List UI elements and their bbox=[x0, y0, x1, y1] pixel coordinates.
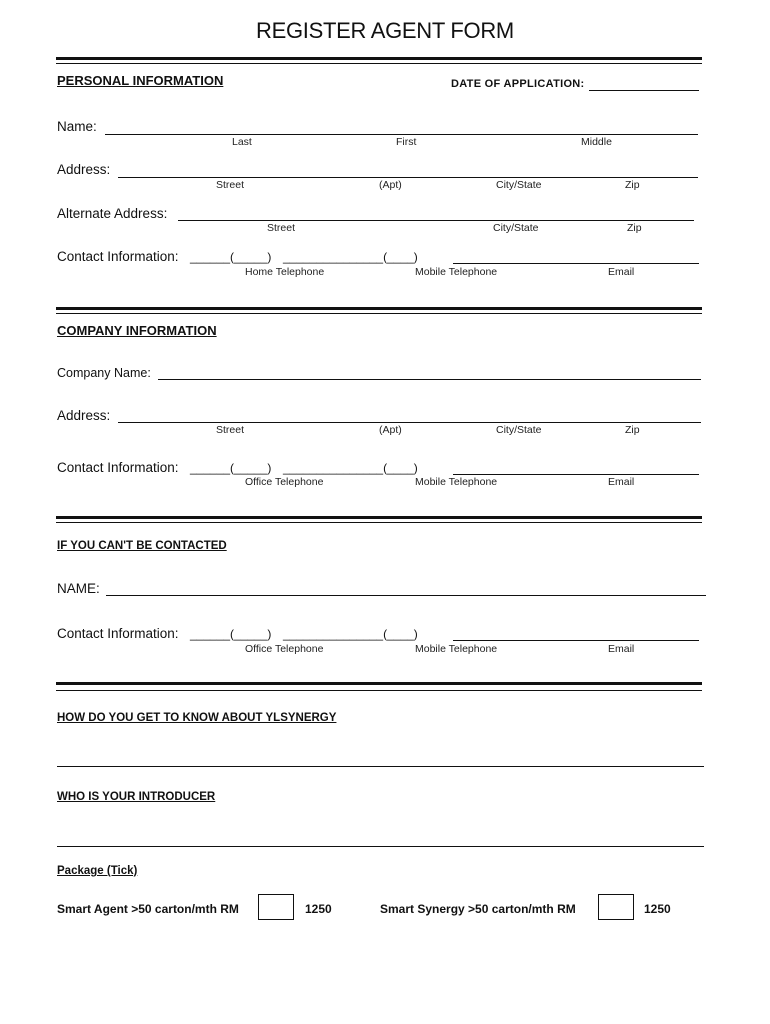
home-phone-field[interactable]: ______(_____) bbox=[190, 250, 272, 264]
name-sub-first: First bbox=[396, 136, 417, 148]
introducer-heading: WHO IS YOUR INTRODUCER bbox=[57, 791, 216, 803]
name-field[interactable] bbox=[105, 134, 698, 135]
alt-address-sub-citystate: City/State bbox=[493, 222, 539, 234]
emergency-contact-sub-mobile: Mobile Telephone bbox=[415, 643, 498, 655]
company-address-sub-apt: (Apt) bbox=[379, 424, 402, 436]
company-address-sub-zip: Zip bbox=[625, 424, 640, 436]
package-option-smart-synergy-checkbox[interactable] bbox=[598, 894, 634, 920]
address-label: Address: bbox=[57, 162, 111, 177]
emergency-mobile-phone-field[interactable]: _______________(____) bbox=[283, 627, 418, 641]
address-sub-zip: Zip bbox=[625, 179, 640, 191]
name-sub-last: Last bbox=[232, 136, 252, 148]
company-contact-sub-mobile: Mobile Telephone bbox=[415, 476, 498, 488]
emergency-divider-thin bbox=[56, 522, 702, 523]
package-option-smart-synergy-price: 1250 bbox=[644, 902, 671, 916]
name-sub-middle: Middle bbox=[581, 136, 612, 148]
company-name-field[interactable] bbox=[158, 379, 701, 380]
emergency-name-field[interactable] bbox=[106, 595, 706, 596]
personal-contact-sub-home: Home Telephone bbox=[245, 266, 325, 278]
company-address-label: Address: bbox=[57, 408, 111, 423]
company-name-label: Company Name: bbox=[57, 366, 151, 380]
personal-contact-label: Contact Information: bbox=[57, 249, 179, 264]
company-contact-label: Contact Information: bbox=[57, 460, 179, 475]
company-contact-sub-office: Office Telephone bbox=[245, 476, 324, 488]
company-info-heading: COMPANY INFORMATION bbox=[57, 323, 217, 338]
emergency-office-phone-field[interactable]: ______(_____) bbox=[190, 627, 272, 641]
date-of-application-field[interactable] bbox=[589, 90, 699, 91]
emergency-divider bbox=[56, 516, 702, 519]
alt-address-sub-street: Street bbox=[267, 222, 296, 234]
address-field[interactable] bbox=[118, 177, 698, 178]
emergency-contact-sub-email: Email bbox=[608, 643, 635, 655]
emergency-contact-label: Contact Information: bbox=[57, 626, 179, 641]
company-address-sub-street: Street bbox=[216, 424, 245, 436]
company-divider-thin bbox=[56, 313, 702, 314]
survey-divider bbox=[56, 682, 702, 685]
personal-email-field[interactable] bbox=[453, 263, 699, 264]
emergency-email-field[interactable] bbox=[453, 640, 699, 641]
emergency-contact-sub-office: Office Telephone bbox=[245, 643, 324, 655]
alt-address-field[interactable] bbox=[178, 220, 694, 221]
package-heading: Package (Tick) bbox=[57, 865, 138, 877]
personal-contact-sub-mobile: Mobile Telephone bbox=[415, 266, 498, 278]
package-option-smart-agent-checkbox[interactable] bbox=[258, 894, 294, 920]
name-label: Name: bbox=[57, 119, 97, 134]
package-option-smart-agent-price: 1250 bbox=[305, 902, 332, 916]
address-sub-street: Street bbox=[216, 179, 245, 191]
emergency-name-label: NAME: bbox=[57, 581, 100, 596]
company-address-field[interactable] bbox=[118, 422, 701, 423]
introducer-answer-field[interactable] bbox=[57, 846, 704, 847]
mobile-phone-field[interactable]: _______________(____) bbox=[283, 250, 418, 264]
how-answer-field[interactable] bbox=[57, 766, 704, 767]
address-sub-citystate: City/State bbox=[496, 179, 542, 191]
personal-info-heading: PERSONAL INFORMATION bbox=[57, 73, 224, 88]
how-heading: HOW DO YOU GET TO KNOW ABOUT YLSYNERGY bbox=[57, 712, 337, 724]
form-title: REGISTER AGENT FORM bbox=[256, 18, 514, 43]
company-email-field[interactable] bbox=[453, 474, 699, 475]
alt-address-sub-zip: Zip bbox=[627, 222, 642, 234]
office-phone-field[interactable]: ______(_____) bbox=[190, 461, 272, 475]
date-of-application-label: DATE OF APPLICATION: bbox=[451, 78, 585, 90]
top-divider-thin bbox=[56, 63, 702, 64]
top-divider bbox=[56, 57, 702, 60]
package-option-smart-agent-label: Smart Agent >50 carton/mth RM bbox=[57, 902, 239, 916]
address-sub-apt: (Apt) bbox=[379, 179, 402, 191]
personal-contact-sub-email: Email bbox=[608, 266, 635, 278]
alt-address-label: Alternate Address: bbox=[57, 206, 168, 221]
company-divider bbox=[56, 307, 702, 310]
company-mobile-phone-field[interactable]: _______________(____) bbox=[283, 461, 418, 475]
survey-divider-thin bbox=[56, 690, 702, 691]
package-option-smart-synergy-label: Smart Synergy >50 carton/mth RM bbox=[380, 902, 576, 916]
company-contact-sub-email: Email bbox=[608, 476, 635, 488]
emergency-heading: IF YOU CAN'T BE CONTACTED bbox=[57, 540, 227, 552]
company-address-sub-citystate: City/State bbox=[496, 424, 542, 436]
